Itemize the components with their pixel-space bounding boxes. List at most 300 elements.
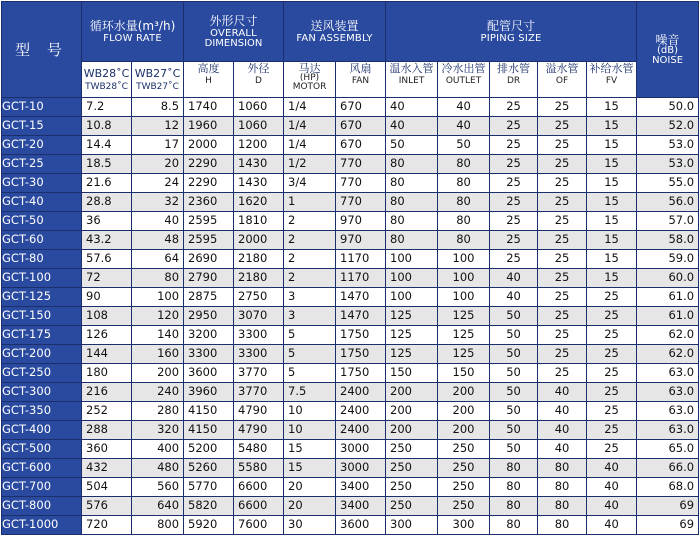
table-row (2, 326, 699, 345)
fan-cell: 3000 (336, 459, 386, 478)
noise-cell: 53.0 (637, 136, 699, 155)
inlet-cell: 125 (386, 326, 438, 345)
table-row (2, 155, 699, 174)
flow-wb28-cell: 216 (82, 383, 132, 402)
drain-cell: 25 (490, 212, 538, 231)
wb28-top: WB28˚C (83, 66, 130, 80)
outlet-cell: 200 (438, 383, 490, 402)
flow-wb28-cell: 21.6 (82, 174, 132, 193)
drain-cell: 80 (490, 497, 538, 516)
flow-rate-header (82, 2, 184, 62)
wb27-bottom: TWB27˚C (136, 81, 179, 92)
noise-cell: 63.0 (637, 364, 699, 383)
inlet-cell: 200 (386, 402, 438, 421)
fill-cn: 补给水管 (589, 62, 634, 75)
fill-cell: 25 (587, 402, 637, 421)
inlet-cell: 80 (386, 193, 438, 212)
table-row (2, 250, 699, 269)
diameter-cell: 1430 (234, 155, 284, 174)
flow-wb28-cell: 28.8 (82, 193, 132, 212)
drain-cn: 排水管 (497, 62, 531, 75)
outlet-cell: 80 (438, 193, 490, 212)
motor-cell: 5 (284, 326, 336, 345)
overflow-en: OF (555, 76, 569, 86)
fill-cell: 25 (587, 326, 637, 345)
wb28-header (82, 62, 132, 98)
drain-cell: 80 (490, 459, 538, 478)
flow-wb27-cell: 320 (132, 421, 184, 440)
height-cell: 3960 (184, 383, 234, 402)
inlet-cell: 80 (386, 231, 438, 250)
drain-cell: 25 (490, 155, 538, 174)
flow-wb27-cell: 17 (132, 136, 184, 155)
inlet-cell: 250 (386, 497, 438, 516)
drain-cell: 25 (490, 117, 538, 136)
height-cell: 5770 (184, 478, 234, 497)
piping-size-en: PIPING SIZE (480, 32, 542, 44)
table-row (2, 174, 699, 193)
diameter-cell: 3770 (234, 364, 284, 383)
inlet-cell: 100 (386, 288, 438, 307)
flow-wb28-cell: 252 (82, 402, 132, 421)
overflow-cell: 80 (538, 516, 587, 535)
height-cell: 5260 (184, 459, 234, 478)
table-row (2, 459, 699, 478)
model-cell: GCT-175 (2, 326, 82, 345)
inlet-cell: 250 (386, 459, 438, 478)
fan-cell: 3600 (336, 516, 386, 535)
motor-header (284, 62, 336, 98)
table-row (2, 117, 699, 136)
drain-cell: 50 (490, 307, 538, 326)
noise-cell: 63.0 (637, 383, 699, 402)
inlet-cell: 125 (386, 307, 438, 326)
outlet-cell: 250 (438, 440, 490, 459)
overflow-cell: 25 (538, 155, 587, 174)
header-row-main (2, 2, 699, 62)
noise-cell: 57.0 (637, 212, 699, 231)
overflow-cell: 25 (538, 288, 587, 307)
table-row (2, 231, 699, 250)
motor-cn: 马达 (298, 62, 321, 75)
fan-cell: 1170 (336, 269, 386, 288)
height-cell: 2290 (184, 155, 234, 174)
table-row (2, 269, 699, 288)
overflow-cell: 25 (538, 345, 587, 364)
motor-cell: 30 (284, 516, 336, 535)
flow-wb28-cell: 14.4 (82, 136, 132, 155)
motor-cell: 1/4 (284, 136, 336, 155)
flow-wb28-cell: 57.6 (82, 250, 132, 269)
model-cell: GCT-500 (2, 440, 82, 459)
fan-cell: 1470 (336, 288, 386, 307)
model-cell: GCT-350 (2, 402, 82, 421)
drain-cell: 50 (490, 383, 538, 402)
flow-wb27-cell: 280 (132, 402, 184, 421)
flow-wb28-cell: 504 (82, 478, 132, 497)
outlet-cell: 300 (438, 516, 490, 535)
fill-cell: 15 (587, 193, 637, 212)
height-cell: 4150 (184, 402, 234, 421)
outlet-cell: 100 (438, 250, 490, 269)
diameter-cell: 1060 (234, 98, 284, 117)
fan-cell: 2400 (336, 421, 386, 440)
inlet-cell: 300 (386, 516, 438, 535)
overflow-cell: 25 (538, 98, 587, 117)
flow-wb27-cell: 200 (132, 364, 184, 383)
noise-cell: 50.0 (637, 98, 699, 117)
flow-wb27-cell: 12 (132, 117, 184, 136)
outlet-cell: 100 (438, 269, 490, 288)
noise-cell: 69 (637, 516, 699, 535)
model-cell: GCT-125 (2, 288, 82, 307)
overflow-cell: 25 (538, 136, 587, 155)
fan-cell: 3400 (336, 497, 386, 516)
flow-wb28-cell: 72 (82, 269, 132, 288)
table-row (2, 345, 699, 364)
height-cell: 1740 (184, 98, 234, 117)
drain-cell: 50 (490, 421, 538, 440)
fill-cell: 40 (587, 478, 637, 497)
fan-header (336, 62, 386, 98)
drain-cell: 40 (490, 269, 538, 288)
outlet-cell: 125 (438, 345, 490, 364)
fill-cell: 15 (587, 212, 637, 231)
noise-cell: 69 (637, 497, 699, 516)
motor-cell: 1 (284, 193, 336, 212)
motor-cell: 20 (284, 497, 336, 516)
fan-cell: 770 (336, 155, 386, 174)
drain-cell: 25 (490, 136, 538, 155)
inlet-cell: 200 (386, 383, 438, 402)
model-cell: GCT-50 (2, 212, 82, 231)
diameter-cell: 2180 (234, 269, 284, 288)
table-row (2, 136, 699, 155)
wb27-header (132, 62, 184, 98)
overflow-cell: 25 (538, 364, 587, 383)
drain-cell: 50 (490, 345, 538, 364)
outlet-en: OUTLET (445, 76, 482, 86)
diameter-cn: 外径 (247, 62, 270, 75)
diameter-cell: 1430 (234, 174, 284, 193)
height-cell: 2950 (184, 307, 234, 326)
motor-cell: 2 (284, 250, 336, 269)
fill-cell: 25 (587, 364, 637, 383)
motor-cell: 10 (284, 402, 336, 421)
height-cell: 2290 (184, 174, 234, 193)
table-row (2, 421, 699, 440)
noise-cell: 59.0 (637, 250, 699, 269)
table-row (2, 440, 699, 459)
fill-en: FV (605, 76, 618, 86)
height-cell: 2690 (184, 250, 234, 269)
flow-wb28-cell: 288 (82, 421, 132, 440)
outlet-header (438, 62, 490, 98)
diameter-cell: 7600 (234, 516, 284, 535)
inlet-cell: 125 (386, 345, 438, 364)
flow-wb27-cell: 24 (132, 174, 184, 193)
fill-cell: 15 (587, 231, 637, 250)
diameter-cell: 6600 (234, 497, 284, 516)
fill-cell: 15 (587, 174, 637, 193)
motor-unit: (HP) (299, 73, 320, 83)
model-cell: GCT-800 (2, 497, 82, 516)
overflow-cell: 25 (538, 174, 587, 193)
flow-wb28-cell: 43.2 (82, 231, 132, 250)
fill-cell: 15 (587, 98, 637, 117)
fan-en: FAN (351, 76, 370, 86)
motor-cell: 5 (284, 345, 336, 364)
flow-wb27-cell: 8.5 (132, 98, 184, 117)
flow-wb28-cell: 108 (82, 307, 132, 326)
dimension-header (184, 2, 284, 62)
model-cell: GCT-300 (2, 383, 82, 402)
fill-cell: 25 (587, 383, 637, 402)
drain-cell: 25 (490, 250, 538, 269)
motor-cell: 1/4 (284, 98, 336, 117)
fan-cell: 1750 (336, 326, 386, 345)
piping-size-header (386, 2, 637, 62)
height-cell: 3200 (184, 326, 234, 345)
flow-wb28-cell: 90 (82, 288, 132, 307)
diameter-cell: 5580 (234, 459, 284, 478)
flow-wb28-cell: 720 (82, 516, 132, 535)
model-cell: GCT-20 (2, 136, 82, 155)
table-row (2, 383, 699, 402)
fan-cell: 670 (336, 117, 386, 136)
overflow-header (538, 62, 587, 98)
motor-cell: 15 (284, 440, 336, 459)
drain-cell: 25 (490, 98, 538, 117)
model-cell: GCT-150 (2, 307, 82, 326)
flow-wb27-cell: 240 (132, 383, 184, 402)
inlet-cn: 温水入管 (389, 62, 434, 75)
flow-rate-cn: 循环水量(m³/h) (89, 18, 176, 33)
model-cell: GCT-25 (2, 155, 82, 174)
flow-wb28-cell: 144 (82, 345, 132, 364)
overflow-cell: 25 (538, 250, 587, 269)
fill-cell: 15 (587, 155, 637, 174)
motor-cell: 15 (284, 459, 336, 478)
height-cell: 2790 (184, 269, 234, 288)
height-cell: 4150 (184, 421, 234, 440)
height-cell: 2000 (184, 136, 234, 155)
flow-wb28-cell: 360 (82, 440, 132, 459)
model-cell: GCT-15 (2, 117, 82, 136)
overflow-cn: 溢水管 (545, 62, 579, 75)
noise-cell: 58.0 (637, 231, 699, 250)
model-cell: GCT-80 (2, 250, 82, 269)
header-row-sub (2, 62, 699, 98)
inlet-cell: 100 (386, 269, 438, 288)
flow-wb28-cell: 576 (82, 497, 132, 516)
diameter-cell: 1060 (234, 117, 284, 136)
outlet-cn: 冷水出管 (441, 62, 486, 75)
diameter-cell: 4790 (234, 402, 284, 421)
motor-cell: 1/2 (284, 155, 336, 174)
fan-cell: 1170 (336, 250, 386, 269)
inlet-cell: 100 (386, 250, 438, 269)
height-cell: 5820 (184, 497, 234, 516)
model-cell: GCT-60 (2, 231, 82, 250)
diameter-cell: 3300 (234, 345, 284, 364)
noise-cell: 63.0 (637, 402, 699, 421)
diameter-cell: 5480 (234, 440, 284, 459)
fan-cell: 3400 (336, 478, 386, 497)
flow-wb28-cell: 7.2 (82, 98, 132, 117)
flow-wb28-cell: 36 (82, 212, 132, 231)
flow-wb27-cell: 32 (132, 193, 184, 212)
noise-cell: 63.0 (637, 421, 699, 440)
overflow-cell: 80 (538, 497, 587, 516)
overflow-cell: 80 (538, 459, 587, 478)
outlet-cell: 40 (438, 117, 490, 136)
outlet-cell: 250 (438, 497, 490, 516)
noise-cell: 55.0 (637, 174, 699, 193)
overflow-cell: 25 (538, 269, 587, 288)
fill-header (587, 62, 637, 98)
inlet-cell: 80 (386, 174, 438, 193)
fan-cell: 770 (336, 174, 386, 193)
fan-assembly-header (284, 2, 386, 62)
fan-cell: 1750 (336, 345, 386, 364)
inlet-cell: 200 (386, 421, 438, 440)
spec-table-body (2, 98, 699, 535)
table-row (2, 288, 699, 307)
outlet-cell: 80 (438, 174, 490, 193)
table-row (2, 516, 699, 535)
table-row (2, 364, 699, 383)
overflow-cell: 40 (538, 421, 587, 440)
table-row (2, 478, 699, 497)
motor-cell: 2 (284, 231, 336, 250)
dimension-cn: 外形尺寸 (209, 13, 258, 28)
fan-assembly-en: FAN ASSEMBLY (296, 32, 373, 44)
model-cell: GCT-200 (2, 345, 82, 364)
diameter-cell: 3300 (234, 326, 284, 345)
flow-wb27-cell: 80 (132, 269, 184, 288)
height-cell: 1960 (184, 117, 234, 136)
flow-wb28-cell: 10.8 (82, 117, 132, 136)
noise-cell: 56.0 (637, 193, 699, 212)
fan-cell: 670 (336, 98, 386, 117)
outlet-cell: 250 (438, 459, 490, 478)
table-row (2, 212, 699, 231)
fill-cell: 40 (587, 459, 637, 478)
model-header (2, 2, 82, 98)
overflow-cell: 25 (538, 307, 587, 326)
flow-wb27-cell: 100 (132, 288, 184, 307)
drain-cell: 80 (490, 478, 538, 497)
noise-cn: 噪音 (655, 32, 680, 47)
noise-header (637, 2, 699, 98)
model-cell: GCT-40 (2, 193, 82, 212)
diameter-cell: 1810 (234, 212, 284, 231)
outlet-cell: 125 (438, 326, 490, 345)
diameter-cell: 2750 (234, 288, 284, 307)
height-header (184, 62, 234, 98)
height-cell: 2875 (184, 288, 234, 307)
diameter-cell: 4790 (234, 421, 284, 440)
noise-cell: 61.0 (637, 307, 699, 326)
flow-wb28-cell: 126 (82, 326, 132, 345)
diameter-cell: 6600 (234, 478, 284, 497)
fan-cell: 770 (336, 193, 386, 212)
noise-cell: 62.0 (637, 326, 699, 345)
noise-cell: 68.0 (637, 478, 699, 497)
overflow-cell: 40 (538, 383, 587, 402)
model-cell: GCT-30 (2, 174, 82, 193)
model-cell: GCT-1000 (2, 516, 82, 535)
model-cell: GCT-700 (2, 478, 82, 497)
flow-wb27-cell: 140 (132, 326, 184, 345)
height-en: H (205, 76, 212, 86)
drain-cell: 50 (490, 440, 538, 459)
overflow-cell: 25 (538, 193, 587, 212)
outlet-cell: 250 (438, 478, 490, 497)
noise-en: NOISE (652, 54, 684, 66)
flow-wb27-cell: 640 (132, 497, 184, 516)
noise-cell: 53.0 (637, 155, 699, 174)
wb27-top: WB27˚C (134, 66, 181, 80)
noise-cell: 60.0 (637, 269, 699, 288)
flow-wb27-cell: 800 (132, 516, 184, 535)
flow-wb27-cell: 400 (132, 440, 184, 459)
height-cell: 2595 (184, 212, 234, 231)
diameter-cell: 2000 (234, 231, 284, 250)
flow-wb28-cell: 180 (82, 364, 132, 383)
model-header-label: 型 号 (15, 40, 68, 59)
drain-cell: 50 (490, 364, 538, 383)
motor-cell: 3/4 (284, 174, 336, 193)
inlet-cell: 40 (386, 117, 438, 136)
diameter-cell: 1200 (234, 136, 284, 155)
flow-wb27-cell: 20 (132, 155, 184, 174)
outlet-cell: 40 (438, 98, 490, 117)
inlet-cell: 80 (386, 212, 438, 231)
fill-cell: 15 (587, 117, 637, 136)
inlet-en: INLET (398, 76, 425, 86)
outlet-cell: 100 (438, 288, 490, 307)
model-cell: GCT-250 (2, 364, 82, 383)
fan-cell: 1750 (336, 364, 386, 383)
outlet-cell: 150 (438, 364, 490, 383)
diameter-cell: 2180 (234, 250, 284, 269)
overflow-cell: 40 (538, 402, 587, 421)
diameter-header (234, 62, 284, 98)
fan-cell: 3000 (336, 440, 386, 459)
dimension-en1: OVERALL (210, 27, 257, 39)
inlet-header (386, 62, 438, 98)
table-row (2, 402, 699, 421)
drain-cell: 80 (490, 516, 538, 535)
piping-size-cn: 配管尺寸 (487, 18, 536, 33)
flow-rate-en: FLOW RATE (103, 32, 162, 44)
diameter-en: D (255, 76, 262, 86)
motor-cell: 10 (284, 421, 336, 440)
drain-cell: 25 (490, 193, 538, 212)
flow-wb27-cell: 120 (132, 307, 184, 326)
outlet-cell: 200 (438, 402, 490, 421)
height-cell: 2360 (184, 193, 234, 212)
inlet-cell: 40 (386, 98, 438, 117)
motor-cell: 20 (284, 478, 336, 497)
fan-cell: 970 (336, 231, 386, 250)
overflow-cell: 25 (538, 117, 587, 136)
fan-cell: 2400 (336, 383, 386, 402)
model-cell: GCT-600 (2, 459, 82, 478)
motor-cell: 2 (284, 269, 336, 288)
